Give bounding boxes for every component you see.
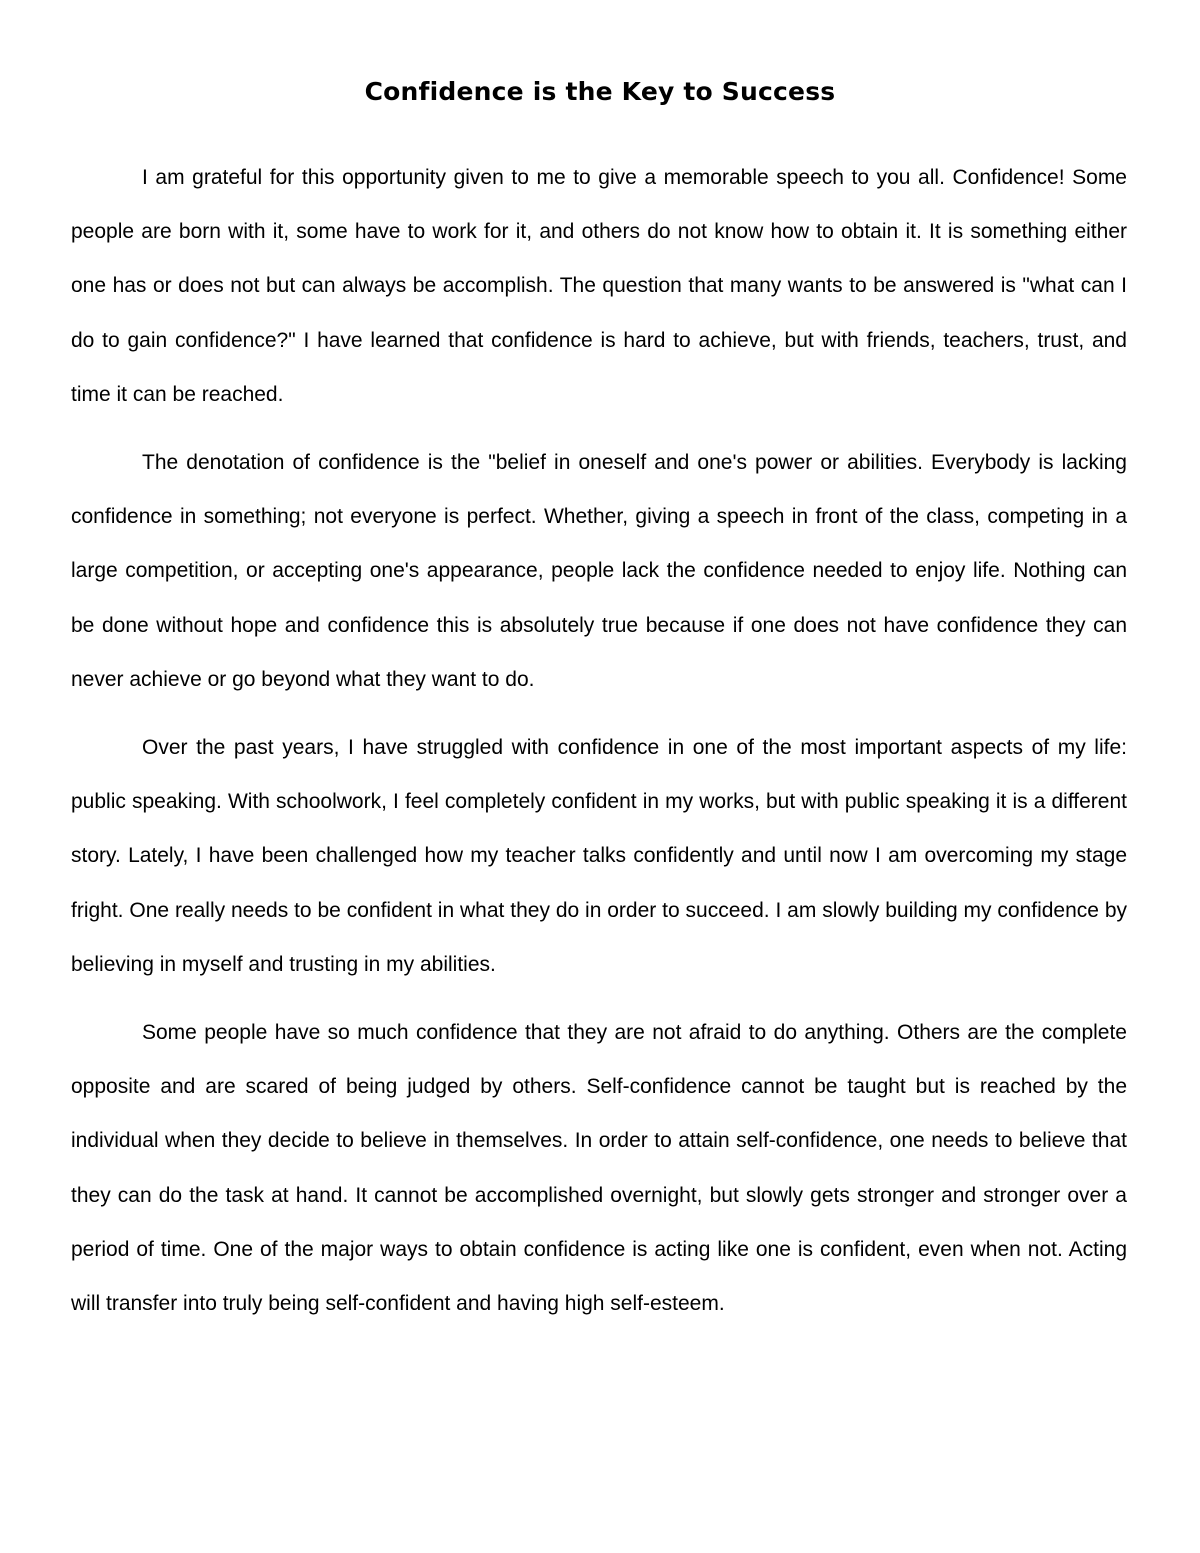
paragraph-4: Some people have so much confidence that they are not afraid to do anything. Others are the complete opposite and are scared of being judged by others. Self-confidence cannot be taught but is reached by the individual when they decide to believe in themselves. In order to attain self-confidence, one needs to believe that they can do the task at hand. It cannot be accomplished overnight, but slowly gets stronger and stronger over a period of time. One of the major ways to obtain confidence is acting like one is confident, even when not. Acting will transfer into truly being self-confident and having high self-esteem.: [71, 1021, 1127, 1316]
paragraph-2: The denotation of confidence is the "belief in oneself and one's power or abilities. Everybody is lacking confidence in something; not everyone is perfect. Whether, giving a speech in front of the class, competing in a large competition, or accepting one's appearance, people lack the confidence needed to enjoy life. Nothing can be done without hope and confidence this is absolutely true because if one does not have confidence they can never achieve or go beyond what they want to do.: [71, 451, 1127, 691]
document-title: Confidence is the Key to Success: [364, 77, 836, 106]
paragraph-3: Over the past years, I have struggled with confidence in one of the most important aspects of my life: public speaking. With schoolwork, I feel completely confident in my works, but with public speaking it is a different story. Lately, I have been challenged how my teacher talks confidently and until now I am overcoming my stage fright. One really needs to be confident in what they do in order to succeed. I am slowly building my confidence by believing in myself and trusting in my abilities.: [71, 736, 1127, 976]
document-body: [71, 151, 1127, 1345]
paragraph-1: I am grateful for this opportunity given to me to give a memorable speech to you all. Confidence! Some people are born with it, some have to work for it, and others do not know how to obtain it. It is something either one has or does not but can always be accomplish. The question that many wants to be answered is "what can I do to gain confidence?" I have learned that confidence is hard to achieve, but with friends, teachers, trust, and time it can be reached.: [71, 166, 1127, 406]
